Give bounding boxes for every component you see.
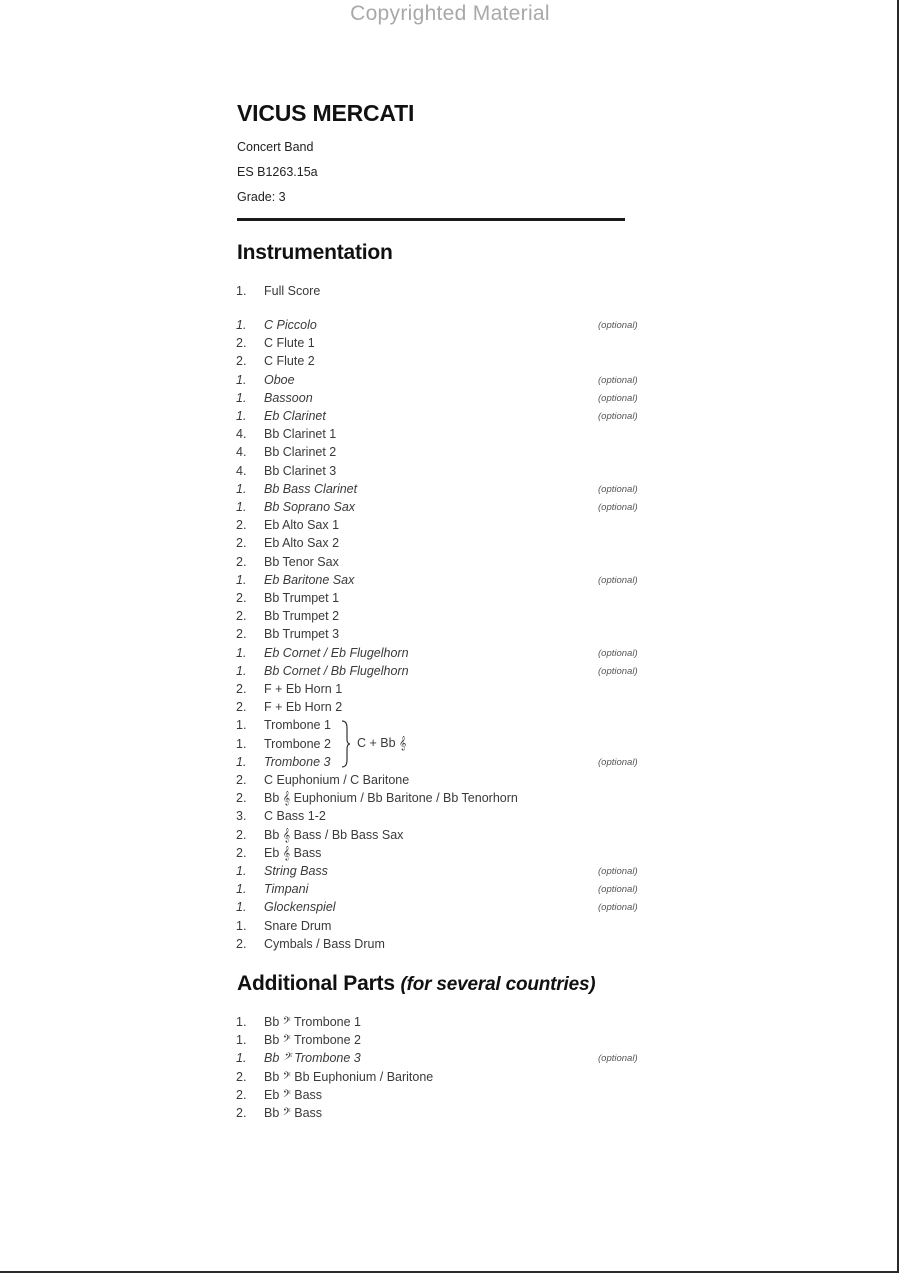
- part-row: [236, 718, 656, 736]
- part-row: [236, 864, 656, 882]
- optional-note: (optional): [598, 902, 638, 914]
- part-name: Bb 𝄢 Trombone 1: [264, 1015, 361, 1029]
- optional-note: (optional): [598, 665, 638, 677]
- optional-note: (optional): [598, 866, 638, 877]
- part-name: Bb Clarinet 3: [264, 463, 337, 478]
- part-quantity: 4.: [236, 445, 247, 460]
- part-quantity: 2.: [236, 609, 247, 624]
- part-row: [236, 773, 656, 791]
- part-quantity: 2.: [236, 518, 247, 533]
- part-row: [236, 464, 656, 482]
- part-name: Bb Trumpet 3: [264, 627, 340, 642]
- part-name: Trombone 2: [264, 736, 331, 751]
- optional-note: (optional): [598, 320, 638, 331]
- part-quantity: 1.: [236, 1051, 247, 1066]
- part-name: Eb 𝄞 Bass: [264, 845, 322, 860]
- part-row: [236, 373, 656, 391]
- part-name: F + Eb Horn 1: [264, 682, 343, 696]
- part-name: String Bass: [264, 864, 328, 878]
- part-name: Bb 𝄢 Bb Euphonium / Baritone: [264, 1069, 434, 1084]
- part-row: [236, 445, 656, 463]
- part-row: [236, 664, 656, 682]
- part-quantity: 1.: [236, 736, 247, 751]
- part-row: [236, 536, 656, 554]
- trombone-group-brace: [340, 720, 350, 768]
- part-row: [236, 937, 656, 955]
- part-row: [236, 354, 656, 372]
- part-quantity: 2.: [236, 1087, 247, 1102]
- part-name: Trombone 1: [264, 718, 331, 733]
- part-row: [236, 809, 656, 827]
- part-quantity: 1.: [236, 754, 247, 769]
- part-name: Eb Alto Sax 1: [264, 518, 340, 533]
- part-name: Bb Clarinet 2: [264, 445, 337, 460]
- part-quantity: 2.: [236, 791, 247, 806]
- part-row: [236, 1033, 656, 1051]
- title-divider: [237, 218, 625, 221]
- part-quantity: 2.: [236, 536, 247, 551]
- part-quantity: 1.: [236, 918, 247, 933]
- part-quantity: 1.: [236, 864, 247, 878]
- catalog-number: ES B1263.15a: [237, 165, 318, 179]
- part-quantity: 1.: [236, 318, 247, 332]
- optional-note: (optional): [598, 756, 638, 768]
- part-row: [236, 591, 656, 609]
- part-quantity: 1.: [236, 1033, 247, 1048]
- part-row: [236, 482, 656, 500]
- part-name: Full Score: [264, 284, 321, 298]
- part-quantity: 2.: [236, 1069, 247, 1084]
- part-quantity: 1.: [236, 284, 247, 298]
- part-row: [236, 1106, 656, 1124]
- part-quantity: 2.: [236, 700, 247, 715]
- part-quantity: 2.: [236, 591, 247, 605]
- part-name: Eb Cornet / Eb Flugelhorn: [264, 645, 409, 660]
- part-name: Bb 𝄢 Trombone 3: [264, 1051, 361, 1066]
- optional-note: (optional): [598, 884, 638, 896]
- part-name: C Euphonium / C Baritone: [264, 773, 410, 787]
- part-name: Eb Baritone Sax: [264, 572, 355, 587]
- part-row: [236, 627, 656, 645]
- part-name: Oboe: [264, 372, 295, 387]
- ensemble-label: Concert Band: [237, 140, 314, 154]
- part-row: [236, 828, 656, 846]
- part-quantity: 2.: [236, 554, 247, 569]
- part-row: [236, 1015, 656, 1033]
- part-quantity: 1.: [236, 718, 247, 733]
- part-row: [236, 336, 656, 354]
- grade-label: Grade: 3: [237, 190, 286, 204]
- part-name: C Piccolo: [264, 318, 317, 332]
- part-quantity: 4.: [236, 463, 247, 478]
- part-name: Snare Drum: [264, 918, 332, 933]
- part-name: F + Eb Horn 2: [264, 700, 343, 715]
- instrumentation-heading: Instrumentation: [237, 241, 393, 264]
- additional-parts-subtitle: (for several countries): [400, 974, 596, 995]
- part-row: [236, 409, 656, 427]
- additional-parts-heading: [237, 972, 595, 996]
- part-name: Eb Clarinet: [264, 409, 326, 423]
- part-name: C Flute 1: [264, 336, 315, 351]
- optional-note: (optional): [598, 647, 638, 659]
- part-name: Bb Cornet / Bb Flugelhorn: [264, 663, 409, 678]
- part-name: Bb Clarinet 1: [264, 427, 337, 442]
- part-row: [236, 391, 656, 409]
- part-row: [236, 737, 656, 755]
- part-name: Bb Trumpet 1: [264, 591, 340, 605]
- optional-note: (optional): [598, 1053, 638, 1065]
- optional-note: (optional): [598, 502, 638, 513]
- part-quantity: 2.: [236, 827, 247, 842]
- part-quantity: 1.: [236, 645, 247, 660]
- part-row: [236, 555, 656, 573]
- part-row: [236, 646, 656, 664]
- part-row: [236, 919, 656, 937]
- part-quantity: 1.: [236, 481, 247, 496]
- part-quantity: 2.: [236, 773, 247, 787]
- part-name: Bb 𝄞 Bass / Bb Bass Sax: [264, 827, 404, 842]
- part-quantity: 3.: [236, 809, 247, 824]
- optional-note: (optional): [598, 483, 638, 495]
- part-row: [236, 846, 656, 864]
- part-row: [236, 791, 656, 809]
- part-name: Bb Soprano Sax: [264, 500, 356, 514]
- trombone-group-label: C + Bb 𝄞: [357, 736, 407, 750]
- part-quantity: 1.: [236, 1015, 247, 1029]
- part-name: Eb Alto Sax 2: [264, 536, 340, 551]
- part-name: Cymbals / Bass Drum: [264, 936, 385, 951]
- part-row: [236, 427, 656, 445]
- part-row: [236, 1070, 656, 1088]
- additional-parts-title: Additional Parts: [237, 972, 395, 995]
- part-name: Timpani: [264, 882, 309, 897]
- optional-note: (optional): [598, 411, 638, 422]
- part-name: Glockenspiel: [264, 900, 336, 915]
- part-quantity: 2.: [236, 1106, 247, 1120]
- part-row: [236, 900, 656, 918]
- part-row: [236, 1051, 656, 1069]
- part-quantity: 1.: [236, 900, 247, 915]
- part-row: [236, 1088, 656, 1106]
- part-quantity: 2.: [236, 845, 247, 860]
- part-row: [236, 882, 656, 900]
- optional-note: (optional): [598, 374, 638, 386]
- part-row: [236, 500, 656, 518]
- part-row: [236, 755, 656, 773]
- part-row: [236, 700, 656, 718]
- part-name: Bassoon: [264, 390, 313, 405]
- part-quantity: 1.: [236, 409, 247, 423]
- part-name: Bb 𝄢 Trombone 2: [264, 1033, 361, 1048]
- part-quantity: 1.: [236, 663, 247, 678]
- part-quantity: 2.: [236, 682, 247, 696]
- part-row: [236, 518, 656, 536]
- part-row: [236, 682, 656, 700]
- part-quantity: 4.: [236, 427, 247, 442]
- part-row: [236, 318, 656, 336]
- part-quantity: 1.: [236, 390, 247, 405]
- part-name: Bb 𝄞 Euphonium / Bb Baritone / Bb Tenorhorn: [264, 791, 518, 806]
- part-name: Eb 𝄢 Bass: [264, 1087, 323, 1102]
- part-quantity: 2.: [236, 354, 247, 369]
- part-name: C Flute 2: [264, 354, 315, 369]
- part-name: Bb Tenor Sax: [264, 554, 339, 569]
- part-quantity: 2.: [236, 936, 247, 951]
- optional-note: (optional): [598, 392, 638, 404]
- part-quantity: 1.: [236, 572, 247, 587]
- part-quantity: 1.: [236, 372, 247, 387]
- part-name: Bb 𝄢 Bass: [264, 1106, 323, 1120]
- piece-title: VICUS MERCATI: [237, 100, 415, 126]
- optional-note: (optional): [598, 574, 638, 586]
- part-quantity: 2.: [236, 627, 247, 642]
- part-name: C Bass 1-2: [264, 809, 326, 824]
- part-row: [236, 284, 656, 302]
- part-name: Bb Bass Clarinet: [264, 481, 358, 496]
- part-quantity: 1.: [236, 882, 247, 897]
- part-quantity: 2.: [236, 336, 247, 351]
- part-name: Trombone 3: [264, 754, 331, 769]
- part-name: Bb Trumpet 2: [264, 609, 340, 624]
- copyright-watermark: Copyrighted Material: [350, 2, 550, 25]
- part-row: [236, 573, 656, 591]
- part-quantity: 1.: [236, 500, 247, 514]
- part-row: [236, 609, 656, 627]
